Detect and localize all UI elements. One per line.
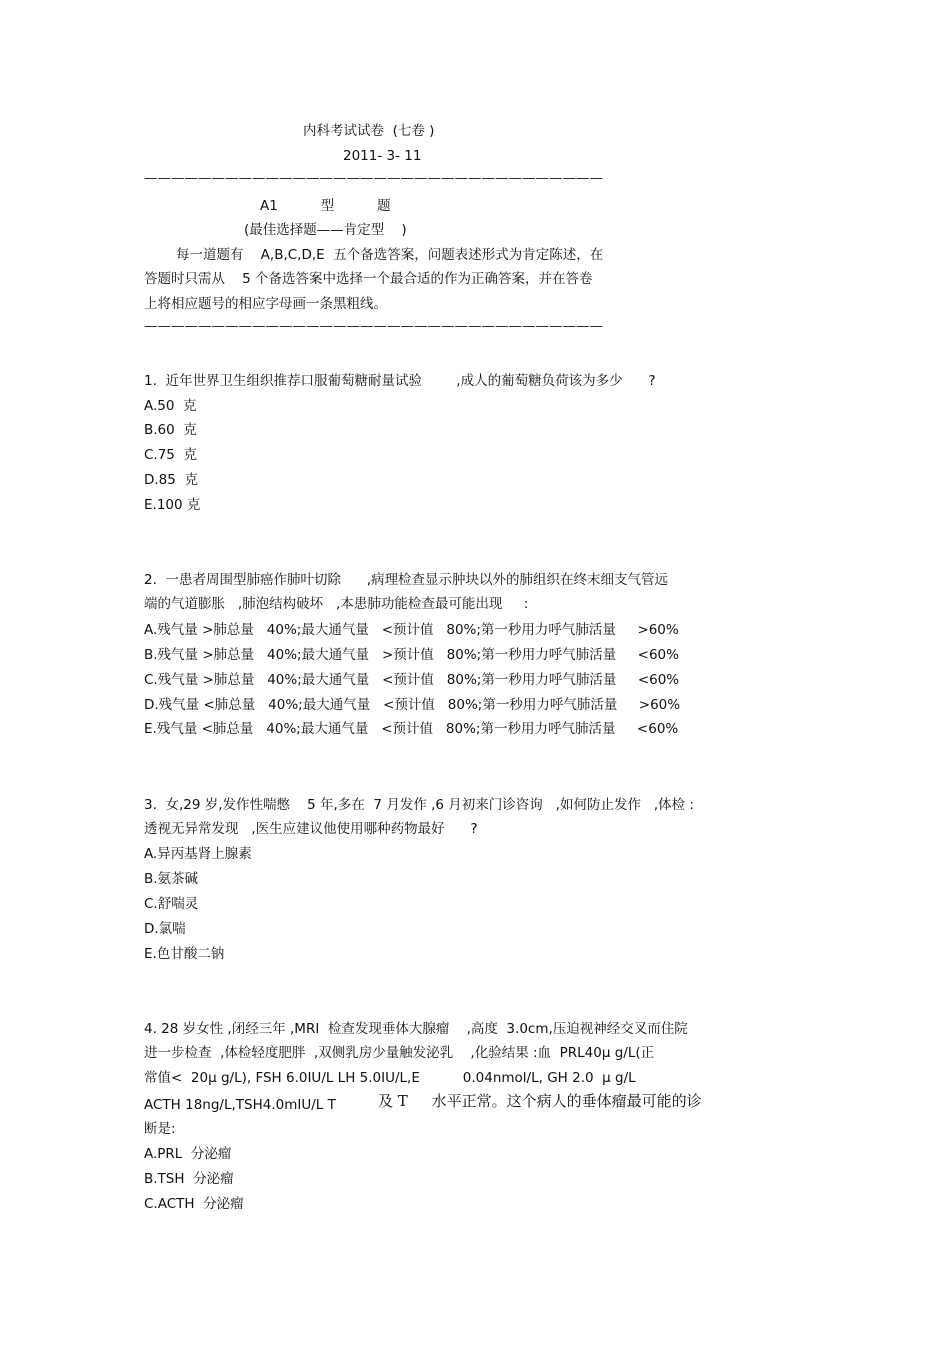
question-2-stem-line-2: 端的气道膨胀 ,肺泡结构破坏 ,本患肺功能检查最可能出现 : — [144, 596, 529, 612]
question-1-stem: 1. 近年世界卫生组织推荐口服葡萄糖耐量试验 ,成人的葡萄糖负荷该为多少 ? — [144, 373, 656, 389]
instructions-line-3: 上将相应题号的相应字母画一条黑粗线。 — [144, 296, 387, 312]
question-4-stem-line-1: 4. 28 岁女性 ,闭经三年 ,MRI 检查发现垂体大腺瘤 ,高度 3.0cm,压迫视神经交叉而住院 — [144, 1021, 688, 1037]
question-1-option-e: E.100 克 — [144, 497, 201, 513]
question-4-stem-line-3: 常值< 20μ g/L), FSH 6.0IU/L LH 5.0IU/L,E 0.04nmol/L, GH 2.0 μ g/L — [144, 1070, 636, 1086]
question-4-option-b: B.TSH 分泌瘤 — [144, 1171, 234, 1187]
question-2-option-d: D.残气量 <肺总量 40%;最大通气量 <预计值 80%;第一秒用力呼气肺活量 >60% — [144, 697, 681, 713]
question-3-stem-line-1: 3. 女,29 岁,发作性喘憋 5 年,多在 7 月发作 ,6 月初来门诊咨询 ,如何防止发作 ,体检 : — [144, 797, 694, 813]
question-1-option-b: B.60 克 — [144, 422, 197, 438]
question-4-option-c: C.ACTH 分泌瘤 — [144, 1196, 244, 1212]
exam-date: 2011- 3- 11 — [343, 148, 422, 164]
question-3-stem-line-2: 透视无异常发现 ,医生应建议他使用哪种药物最好 ? — [144, 821, 478, 837]
question-2-option-e: E.残气量 <肺总量 40%;最大通气量 <预计值 80%;第一秒用力呼气肺活量 <60% — [144, 721, 679, 737]
question-2-option-b: B.残气量 >肺总量 40%;最大通气量 >预计值 80%;第一秒用力呼气肺活量 <60% — [144, 647, 679, 663]
question-3-option-c: C.舒喘灵 — [144, 896, 199, 912]
question-2-option-a: A.残气量 >肺总量 40%;最大通气量 <预计值 80%;第一秒用力呼气肺活量 >60% — [144, 622, 679, 638]
question-2-option-c: C.残气量 >肺总量 40%;最大通气量 <预计值 80%;第一秒用力呼气肺活量 <60% — [144, 672, 680, 688]
divider-top: —————————————————————————————————— — [144, 170, 603, 186]
question-3-option-d: D.氯喘 — [144, 921, 186, 937]
question-3-option-b: B.氨茶碱 — [144, 871, 199, 887]
question-2-stem-line-1: 2. 一患者周围型肺癌作肺叶切除 ,病理检查显示肿块以外的肺组织在终末细支气管远 — [144, 572, 669, 588]
section-type: A1 型 题 — [260, 198, 391, 214]
question-3-option-e: E.色甘酸二钠 — [144, 946, 225, 962]
question-4-stem-line-4-right: 及 T 水平正常。这个病人的垂体瘤最可能的诊 — [378, 1092, 702, 1110]
question-1-option-c: C.75 克 — [144, 447, 197, 463]
question-1-option-a: A.50 克 — [144, 398, 197, 414]
page-title: 内科考试试卷 (七卷 ) — [303, 123, 435, 139]
question-4-stem-line-2: 进一步检查 ,体检轻度肥胖 ,双侧乳房少量触发泌乳 ,化验结果 :血 PRL40μ g/L(正 — [144, 1045, 655, 1061]
question-4-option-a: A.PRL 分泌瘤 — [144, 1146, 232, 1162]
section-subtype: (最佳选择题——肯定型 ) — [244, 222, 407, 238]
question-4-stem-line-5: 断是: — [144, 1121, 176, 1137]
question-4-stem-line-4-left: ACTH 18ng/L,TSH4.0mIU/L T — [144, 1097, 336, 1113]
question-3-option-a: A.异丙基肾上腺素 — [144, 846, 252, 862]
instructions-line-1: 每一道题有 A,B,C,D,E 五个备选答案，问题表述形式为肯定陈述，在 — [176, 247, 604, 263]
question-1-option-d: D.85 克 — [144, 472, 198, 488]
instructions-line-2: 答题时只需从 5 个备选答案中选择一个最合适的作为正确答案，并在答卷 — [144, 271, 593, 287]
divider-bottom: —————————————————————————————————— — [144, 318, 603, 334]
